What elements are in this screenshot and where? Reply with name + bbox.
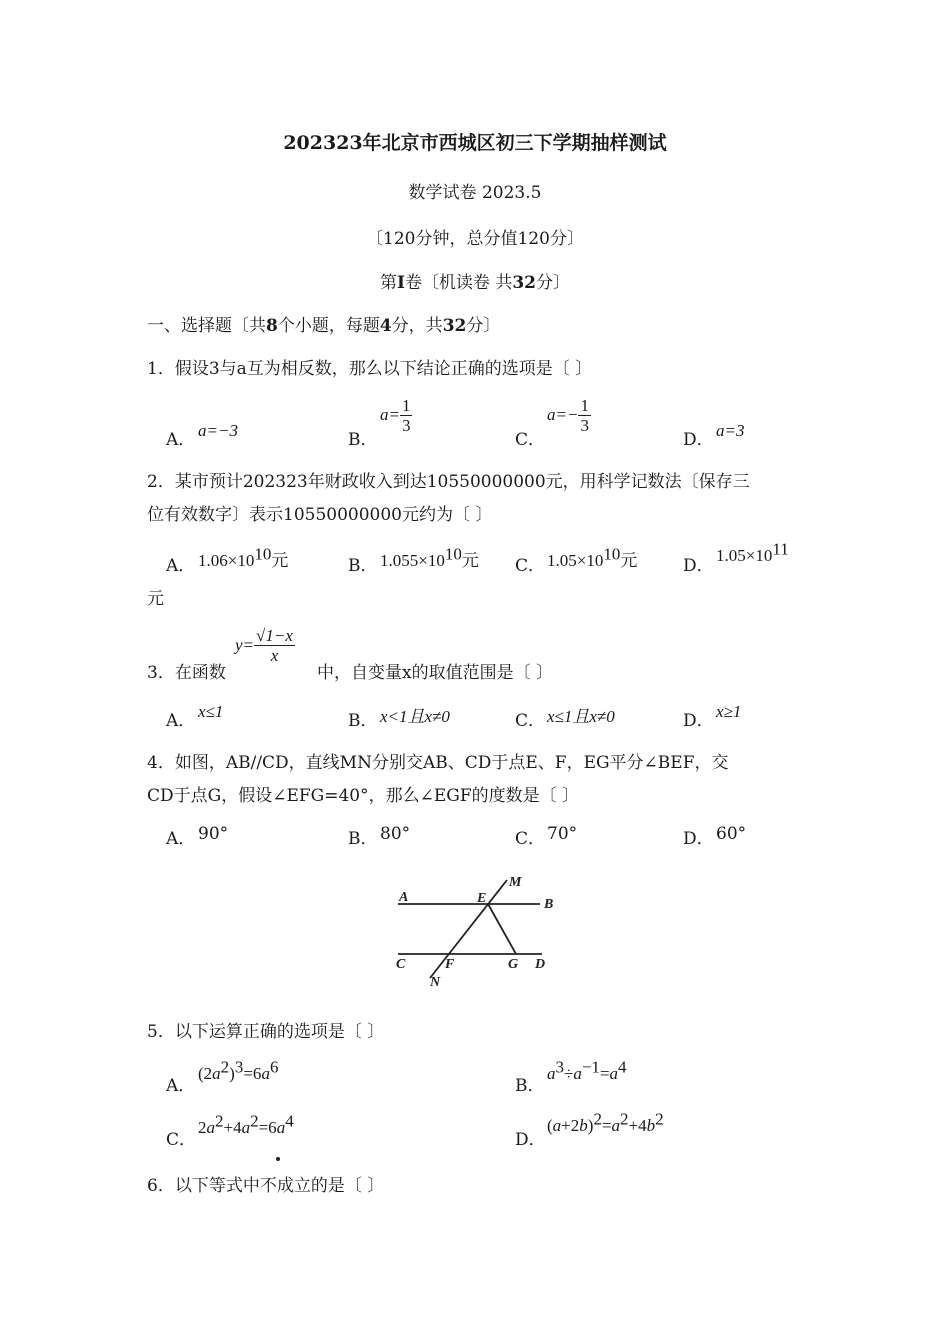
q4-option-b: 80° (380, 824, 411, 844)
label-a: A (399, 890, 409, 905)
q2-option-c-label: C． (515, 556, 546, 576)
q4-geometry-figure (390, 868, 570, 993)
q5-option-a: $(2a^2)^3=6a^6$ (198, 1057, 279, 1083)
label-n: N (430, 975, 441, 990)
q3-option-a-label: A． (166, 711, 196, 731)
q4-option-b-label: B． (348, 829, 378, 849)
q2-option-d-label: D． (683, 556, 714, 576)
q4-option-d-label: D． (683, 829, 714, 849)
q2-option-d-unit: 元 (147, 589, 164, 609)
exam-subtitle: 数学试卷 2023.5 (408, 183, 542, 203)
segment-eg (488, 904, 516, 954)
q1-option-c: a=− $\frac{1}{3}$ (547, 396, 589, 435)
q3-option-b-label: B． (348, 711, 378, 731)
label-c: C (396, 957, 406, 972)
label-e: E (477, 891, 487, 906)
q2-option-b: $1.055\times 10^{10}$元 (380, 544, 479, 571)
q4-stem-line1: 4．如图，AB//CD，直线MN分别交AB、CD于点E、F，EG平分∠BEF，交 (147, 753, 729, 773)
label-m: M (509, 875, 522, 890)
time-info: 〔120分钟，总分值120分〕 (366, 229, 584, 249)
q1-option-d-label: D． (683, 430, 714, 450)
q2-option-a-label: A． (166, 556, 196, 576)
q4-option-d: 60° (716, 824, 747, 844)
q4-option-c: 70° (547, 824, 578, 844)
q3-function: y= $\frac{√1-x}{x}$ (235, 626, 293, 665)
q1-stem: 1．假设3与a互为相反数，那么以下结论正确的选项是〔 〕 (147, 359, 593, 379)
q2-stem-line2: 位有效数字〕表示10550000000元约为〔 〕 (147, 505, 493, 525)
q4-option-c-label: C． (515, 829, 546, 849)
q3-option-c: x≤1且x≠0 (547, 707, 615, 726)
q2-option-d: $1.05\times 10^{11}$ (716, 539, 789, 565)
q3-option-d: x≥1 (716, 702, 742, 721)
q4-option-a: 90° (198, 824, 229, 844)
q2-option-b-label: B． (348, 556, 378, 576)
q5-option-a-label: A． (166, 1076, 196, 1096)
q5-option-b-label: B． (515, 1076, 545, 1096)
q3-option-c-label: C． (515, 711, 546, 731)
q6-stem: 6．以下等式中不成立的是〔 〕 (147, 1176, 385, 1196)
label-d: D (535, 957, 546, 972)
q2-stem-line1: 2．某市预计202323年财政收入到达10550000000元，用科学记数法〔保存三 (147, 472, 750, 492)
q5-stem: 5．以下运算正确的选项是〔 〕 (147, 1022, 385, 1042)
q4-stem-line2: CD于点G，假设∠EFG=40°，那么∠EGF的度数是〔 〕 (147, 786, 580, 806)
q5-option-b: $a^3\div a^{-1}=a^4$ (547, 1057, 627, 1083)
q1-option-b-label: B． (348, 430, 378, 450)
q5-option-d: $(a+2b)^2=a^2+4b^2$ (547, 1109, 664, 1135)
q1-option-a-label: A． (166, 430, 196, 450)
q1-option-b: a= $\frac{1}{3}$ (380, 396, 411, 435)
q2-option-a: $1.06\times 10^{10}$元 (198, 544, 289, 571)
q3-option-d-label: D． (683, 711, 714, 731)
emphasis-dot (276, 1157, 280, 1161)
q5-option-c-label: C． (166, 1130, 197, 1150)
label-g: G (508, 957, 519, 972)
q2-option-c: $1.05\times 10^{10}$元 (547, 544, 638, 571)
q1-option-a: a=−3 (198, 421, 238, 440)
section-heading: 一、选择题〔共8个小题，每题4分，共32分〕 (147, 316, 501, 336)
q1-option-d: a=3 (716, 421, 745, 440)
q3-option-b: x<1且x≠0 (380, 707, 450, 726)
q3-stem-pre: 3．在函数 (147, 663, 226, 683)
line-mn (430, 880, 507, 978)
label-f: F (445, 957, 455, 972)
q1-option-c-label: C． (515, 430, 546, 450)
volume-label: 第I卷〔机读卷 共32分〕 (379, 273, 571, 293)
q5-option-d-label: D． (515, 1130, 546, 1150)
exam-title: 202323年北京市西城区初三下学期抽样测试 (283, 132, 667, 154)
q3-option-a: x≤1 (198, 702, 224, 721)
q3-stem-post: 中，自变量x的取值范围是〔 〕 (317, 663, 553, 683)
q4-option-a-label: A． (166, 829, 196, 849)
label-b: B (544, 897, 554, 912)
q5-option-c: $2a^2+4a^2=6a^4$ (198, 1111, 294, 1137)
